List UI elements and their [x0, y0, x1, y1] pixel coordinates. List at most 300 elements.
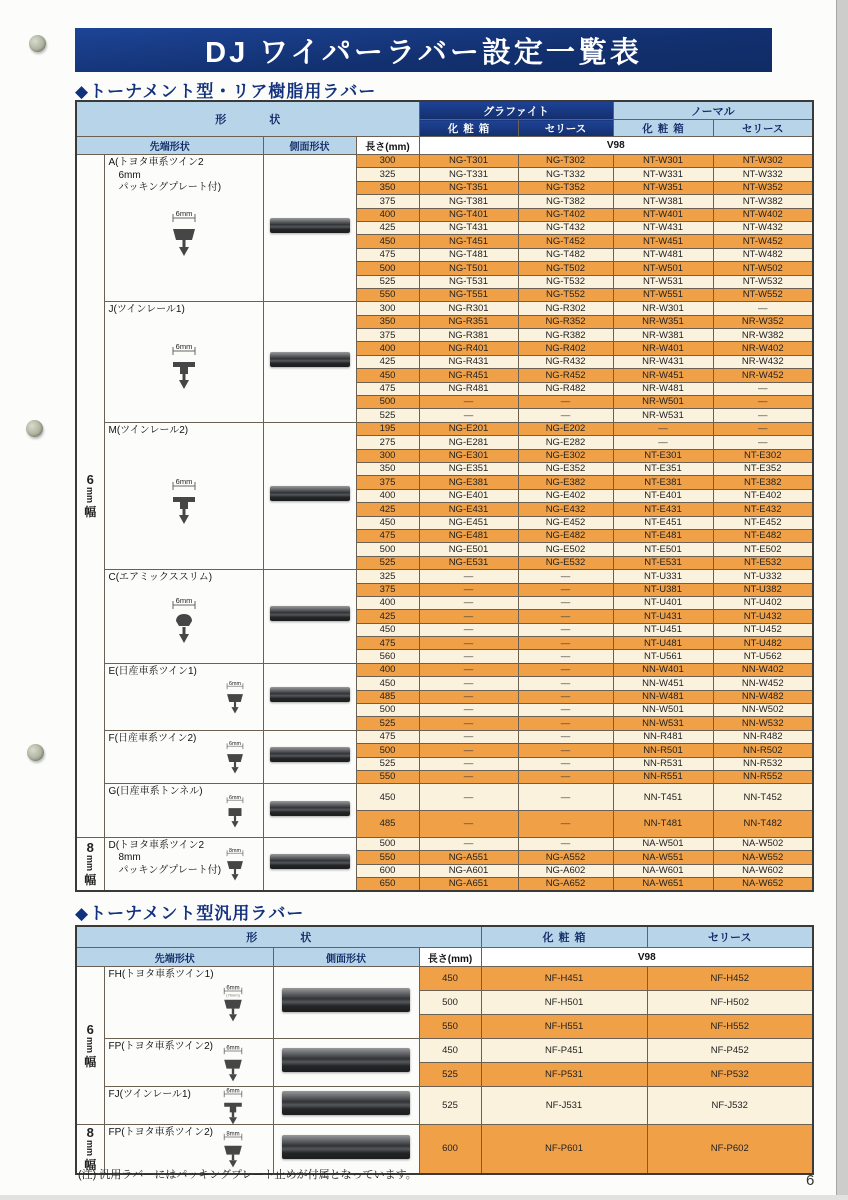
- length-cell: 500: [356, 704, 419, 717]
- table-row: [76, 730, 813, 743]
- dash-cell: —: [518, 757, 613, 770]
- svg-text:6mm: 6mm: [175, 476, 192, 486]
- length-cell: 525: [419, 1063, 481, 1087]
- part-number-cell: NG-T382: [518, 195, 613, 208]
- length-cell: 300: [356, 302, 419, 315]
- part-number-cell: NG-R301: [419, 302, 518, 315]
- part-number-cell: NT-U482: [713, 637, 813, 650]
- svg-text:6mm: 6mm: [175, 596, 192, 606]
- length-cell: 650: [356, 878, 419, 891]
- part-number-cell: NT-W551: [613, 288, 713, 301]
- tip-shape-cell: [104, 422, 263, 569]
- svg-text:6mm: 6mm: [225, 1044, 240, 1051]
- header-normal-series: セリース: [713, 120, 813, 137]
- dash-cell: —: [518, 744, 613, 757]
- svg-text:(76mm): (76mm): [225, 992, 240, 998]
- part-number-cell: NR-W402: [713, 342, 813, 355]
- tip-shape-cell: [104, 1039, 273, 1087]
- part-number-cell: NT-U381: [613, 583, 713, 596]
- part-number-cell: NR-W501: [613, 396, 713, 409]
- length-cell: 475: [356, 637, 419, 650]
- width-label-cell: 8 mm 幅: [76, 1125, 104, 1175]
- part-number-cell: NG-E432: [518, 503, 613, 516]
- side-shape-cell: [273, 1087, 419, 1125]
- part-number-cell: NR-W431: [613, 355, 713, 368]
- binder-hole: [29, 35, 46, 52]
- part-number-cell: NT-W552: [713, 288, 813, 301]
- dash-cell: —: [518, 677, 613, 690]
- dash-cell: —: [518, 690, 613, 703]
- length-cell: 375: [356, 583, 419, 596]
- part-number-cell: NN-R532: [713, 757, 813, 770]
- dash-cell: —: [613, 422, 713, 435]
- part-number-cell: NA-W501: [613, 837, 713, 850]
- header-length: 長さ(mm): [356, 137, 419, 155]
- binder-hole: [26, 420, 43, 437]
- dash-cell: —: [419, 784, 518, 811]
- part-number-cell: NG-T481: [419, 248, 518, 261]
- tip-shape-cell: [104, 730, 263, 784]
- length-cell: 425: [356, 503, 419, 516]
- part-number-cell: NR-W401: [613, 342, 713, 355]
- part-number-cell: NT-E352: [713, 462, 813, 475]
- length-cell: 400: [356, 663, 419, 676]
- side-profile-photo: [270, 854, 350, 869]
- dash-cell: —: [518, 623, 613, 636]
- part-number-cell: NT-W502: [713, 262, 813, 275]
- part-number-cell: NR-W481: [613, 382, 713, 395]
- length-cell: 475: [356, 382, 419, 395]
- part-number-cell: NT-W432: [713, 221, 813, 234]
- part-number-cell: NT-U561: [613, 650, 713, 663]
- part-number-cell: NT-U331: [613, 570, 713, 583]
- dash-cell: —: [613, 436, 713, 449]
- length-cell: 600: [419, 1125, 481, 1175]
- header-tip-shape: 先端形状: [76, 137, 263, 155]
- dash-cell: —: [713, 409, 813, 422]
- part-number-cell: NN-W402: [713, 663, 813, 676]
- tip-shape-cell: [104, 302, 263, 423]
- dash-cell: —: [518, 409, 613, 422]
- part-number-cell: NN-W452: [713, 677, 813, 690]
- part-number-cell: NG-E482: [518, 529, 613, 542]
- part-number-cell: NR-W452: [713, 369, 813, 382]
- binder-hole: [27, 744, 44, 761]
- dash-cell: —: [419, 596, 518, 609]
- part-number-cell: NF-P531: [481, 1063, 647, 1087]
- length-cell: 475: [356, 529, 419, 542]
- length-cell: 450: [356, 235, 419, 248]
- length-cell: 550: [419, 1015, 481, 1039]
- side-shape-cell: [263, 302, 356, 423]
- dash-cell: —: [518, 396, 613, 409]
- tip-shape-icon: [158, 476, 210, 526]
- part-number-cell: NT-W401: [613, 208, 713, 221]
- part-number-cell: NG-T502: [518, 262, 613, 275]
- section-label: F(日産車系ツイン2): [108, 732, 197, 744]
- part-number-cell: NF-H451: [481, 967, 647, 991]
- dash-cell: —: [419, 704, 518, 717]
- header-v98: V98: [419, 137, 813, 155]
- section-label: C(エアミックススリム): [108, 572, 213, 584]
- dash-cell: —: [713, 422, 813, 435]
- tip-shape-cell: [104, 155, 263, 302]
- length-cell: 450: [356, 623, 419, 636]
- length-cell: 350: [356, 181, 419, 194]
- table-row: [76, 1087, 813, 1125]
- part-number-cell: NA-W651: [613, 878, 713, 891]
- part-number-cell: NG-R432: [518, 355, 613, 368]
- rear-resin-rubber-table: [75, 100, 814, 892]
- length-cell: 450: [356, 784, 419, 811]
- part-number-cell: NT-E452: [713, 516, 813, 529]
- part-number-cell: NA-W502: [713, 837, 813, 850]
- part-number-cell: NG-R482: [518, 382, 613, 395]
- part-number-cell: NN-R502: [713, 744, 813, 757]
- part-number-cell: NT-E532: [713, 556, 813, 569]
- table-row: [76, 967, 813, 991]
- length-cell: 525: [356, 556, 419, 569]
- dash-cell: —: [419, 663, 518, 676]
- length-cell: 350: [356, 315, 419, 328]
- length-cell: 450: [356, 677, 419, 690]
- part-number-cell: NT-W351: [613, 181, 713, 194]
- part-number-cell: NN-R531: [613, 757, 713, 770]
- dash-cell: —: [713, 436, 813, 449]
- part-number-cell: NN-T452: [713, 784, 813, 811]
- part-number-cell: NN-R482: [713, 730, 813, 743]
- dash-cell: —: [419, 650, 518, 663]
- part-number-cell: NT-E531: [613, 556, 713, 569]
- dash-cell: —: [419, 570, 518, 583]
- part-number-cell: NG-R401: [419, 342, 518, 355]
- part-number-cell: NT-W381: [613, 195, 713, 208]
- part-number-cell: NG-T331: [419, 168, 518, 181]
- tip-shape-cell: [104, 837, 263, 891]
- part-number-cell: NG-T401: [419, 208, 518, 221]
- part-number-cell: NG-R481: [419, 382, 518, 395]
- part-number-cell: NG-T531: [419, 275, 518, 288]
- section-label: E(日産車系ツイン1): [108, 665, 197, 677]
- tip-shape-cell: [104, 1087, 273, 1125]
- part-number-cell: NG-R351: [419, 315, 518, 328]
- part-number-cell: NG-A652: [518, 878, 613, 891]
- side-profile-photo: [270, 801, 350, 816]
- part-number-cell: NT-W531: [613, 275, 713, 288]
- part-number-cell: NR-W382: [713, 329, 813, 342]
- tip-shape-icon: [158, 341, 210, 391]
- dash-cell: —: [419, 690, 518, 703]
- length-cell: 525: [356, 409, 419, 422]
- length-cell: 525: [356, 275, 419, 288]
- dash-cell: —: [518, 570, 613, 583]
- tip-shape-icon: [212, 1043, 254, 1083]
- tip-shape-icon: [158, 208, 210, 258]
- part-number-cell: NT-E482: [713, 529, 813, 542]
- svg-text:6mm: 6mm: [228, 794, 241, 801]
- side-profile-photo: [270, 606, 350, 621]
- dash-cell: —: [518, 650, 613, 663]
- length-cell: 525: [356, 757, 419, 770]
- header-shape: 形 状: [76, 101, 419, 137]
- part-number-cell: NR-W352: [713, 315, 813, 328]
- length-cell: 425: [356, 610, 419, 623]
- part-number-cell: NG-T451: [419, 235, 518, 248]
- dash-cell: —: [419, 730, 518, 743]
- length-cell: 300: [356, 449, 419, 462]
- part-number-cell: NT-U401: [613, 596, 713, 609]
- part-number-cell: NT-W332: [713, 168, 813, 181]
- part-number-cell: NG-E382: [518, 476, 613, 489]
- part-number-cell: NA-W601: [613, 864, 713, 877]
- header-graphite: グラファイト: [419, 101, 613, 120]
- side-profile-photo: [270, 486, 350, 501]
- part-number-cell: NN-W451: [613, 677, 713, 690]
- section-title-rear-resin-rubber: ◆トーナメント型・リア樹脂用ラバー: [75, 82, 377, 101]
- part-number-cell: NN-R552: [713, 770, 813, 783]
- length-cell: 400: [356, 489, 419, 502]
- part-number-cell: NT-W302: [713, 155, 813, 168]
- svg-text:6mm: 6mm: [175, 342, 192, 352]
- part-number-cell: NA-W602: [713, 864, 813, 877]
- part-number-cell: NF-P601: [481, 1125, 647, 1175]
- side-shape-cell: [263, 155, 356, 302]
- length-cell: 550: [356, 770, 419, 783]
- part-number-cell: NN-W401: [613, 663, 713, 676]
- part-number-cell: NG-T332: [518, 168, 613, 181]
- page-title: DJ ワイパーラバー設定一覧表: [205, 36, 642, 69]
- dash-cell: —: [713, 382, 813, 395]
- part-number-cell: NN-W501: [613, 704, 713, 717]
- tip-shape-icon: [216, 846, 253, 882]
- length-cell: 375: [356, 329, 419, 342]
- part-number-cell: NT-W452: [713, 235, 813, 248]
- part-number-cell: NN-T482: [713, 811, 813, 838]
- dash-cell: —: [518, 610, 613, 623]
- length-cell: 400: [356, 342, 419, 355]
- table-row: [76, 837, 813, 850]
- part-number-cell: NG-E431: [419, 503, 518, 516]
- length-cell: 485: [356, 811, 419, 838]
- part-number-cell: NT-U382: [713, 583, 813, 596]
- part-number-cell: NG-T431: [419, 221, 518, 234]
- part-number-cell: NG-E201: [419, 422, 518, 435]
- header-v98: V98: [481, 948, 813, 967]
- side-shape-cell: [263, 837, 356, 891]
- section-label: M(ツインレール2): [108, 424, 189, 436]
- part-number-cell: NT-E301: [613, 449, 713, 462]
- dash-cell: —: [419, 677, 518, 690]
- part-number-cell: NT-U332: [713, 570, 813, 583]
- length-cell: 475: [356, 248, 419, 261]
- part-number-cell: NG-E281: [419, 436, 518, 449]
- tip-shape-cell: [104, 784, 263, 838]
- width-label-cell: 6 mm 幅: [76, 967, 104, 1125]
- part-number-cell: NG-E401: [419, 489, 518, 502]
- part-number-cell: NN-W502: [713, 704, 813, 717]
- part-number-cell: NF-J531: [481, 1087, 647, 1125]
- part-number-cell: NF-H501: [481, 991, 647, 1015]
- part-number-cell: NG-T351: [419, 181, 518, 194]
- header-series: セリース: [647, 926, 813, 948]
- part-number-cell: NN-W531: [613, 717, 713, 730]
- part-number-cell: NT-E502: [713, 543, 813, 556]
- part-number-cell: NA-W551: [613, 851, 713, 864]
- part-number-cell: NA-W652: [713, 878, 813, 891]
- page-number: 6: [806, 1172, 815, 1189]
- side-shape-cell: [273, 1039, 419, 1087]
- dash-cell: —: [419, 610, 518, 623]
- part-number-cell: NT-U432: [713, 610, 813, 623]
- part-number-cell: NG-E501: [419, 543, 518, 556]
- part-number-cell: NG-E531: [419, 556, 518, 569]
- dash-cell: —: [419, 757, 518, 770]
- tip-shape-icon: [158, 595, 210, 645]
- part-number-cell: NR-W301: [613, 302, 713, 315]
- dash-cell: —: [419, 811, 518, 838]
- side-profile-photo: [282, 1135, 410, 1159]
- side-shape-cell: [263, 663, 356, 730]
- part-number-cell: NG-E351: [419, 462, 518, 475]
- length-cell: 600: [356, 864, 419, 877]
- dash-cell: —: [419, 770, 518, 783]
- dash-cell: —: [713, 302, 813, 315]
- part-number-cell: NT-W301: [613, 155, 713, 168]
- part-number-cell: NG-T532: [518, 275, 613, 288]
- length-cell: 425: [356, 355, 419, 368]
- side-profile-photo: [282, 1091, 410, 1115]
- table-row: [76, 422, 813, 435]
- part-number-cell: NG-R402: [518, 342, 613, 355]
- length-cell: 550: [356, 851, 419, 864]
- dash-cell: —: [518, 704, 613, 717]
- length-cell: 450: [419, 967, 481, 991]
- dash-cell: —: [518, 583, 613, 596]
- side-profile-photo: [270, 352, 350, 367]
- part-number-cell: NG-A552: [518, 851, 613, 864]
- part-number-cell: NT-E302: [713, 449, 813, 462]
- length-cell: 475: [356, 730, 419, 743]
- part-number-cell: NN-T451: [613, 784, 713, 811]
- part-number-cell: NN-R501: [613, 744, 713, 757]
- dash-cell: —: [419, 717, 518, 730]
- part-number-cell: NT-U452: [713, 623, 813, 636]
- header-normal: ノーマル: [613, 101, 813, 120]
- tip-shape-icon: [216, 679, 253, 715]
- length-cell: 450: [356, 516, 419, 529]
- part-number-cell: NT-E501: [613, 543, 713, 556]
- part-number-cell: NN-R481: [613, 730, 713, 743]
- page-edge: [836, 0, 848, 1200]
- part-number-cell: NG-T501: [419, 262, 518, 275]
- dash-cell: —: [518, 811, 613, 838]
- svg-text:6mm: 6mm: [228, 740, 241, 747]
- part-number-cell: NG-T432: [518, 221, 613, 234]
- part-number-cell: NT-U402: [713, 596, 813, 609]
- table-row: [76, 302, 813, 315]
- tip-shape-icon: [216, 793, 253, 829]
- part-number-cell: NG-E302: [518, 449, 613, 462]
- part-number-cell: NG-R451: [419, 369, 518, 382]
- section-label: D(トヨタ車系ツイン2 8mm パッキングプレート付): [108, 839, 222, 876]
- dash-cell: —: [419, 396, 518, 409]
- part-number-cell: NG-T352: [518, 181, 613, 194]
- length-cell: 300: [356, 155, 419, 168]
- section-label: FH(トヨタ車系ツイン1): [108, 969, 214, 980]
- part-number-cell: NG-E402: [518, 489, 613, 502]
- side-profile-photo: [270, 218, 350, 233]
- dash-cell: —: [419, 637, 518, 650]
- header-shape: 形 状: [76, 926, 481, 948]
- part-number-cell: NF-J532: [647, 1087, 813, 1125]
- tip-shape-cell: [104, 663, 263, 730]
- svg-text:6mm: 6mm: [175, 209, 192, 219]
- side-profile-photo: [270, 687, 350, 702]
- side-shape-cell: [263, 784, 356, 838]
- part-number-cell: NT-E451: [613, 516, 713, 529]
- length-cell: 500: [356, 543, 419, 556]
- section-label: FP(トヨタ車系ツイン2): [108, 1127, 213, 1138]
- part-number-cell: NF-P602: [647, 1125, 813, 1175]
- part-number-cell: NG-T301: [419, 155, 518, 168]
- tip-shape-icon: [212, 1129, 254, 1169]
- part-number-cell: NN-W482: [713, 690, 813, 703]
- length-cell: 560: [356, 650, 419, 663]
- table-row: [76, 1039, 813, 1063]
- part-number-cell: NG-E282: [518, 436, 613, 449]
- dash-cell: —: [419, 744, 518, 757]
- side-shape-cell: [273, 967, 419, 1039]
- part-number-cell: NG-R452: [518, 369, 613, 382]
- tip-shape-icon: [212, 1087, 254, 1125]
- part-number-cell: NG-E352: [518, 462, 613, 475]
- header-normal-box: 化粧箱: [613, 120, 713, 137]
- part-number-cell: NG-R431: [419, 355, 518, 368]
- length-cell: 485: [356, 690, 419, 703]
- header-side-shape: 側面形状: [263, 137, 356, 155]
- length-cell: 550: [356, 288, 419, 301]
- table-row: [76, 663, 813, 676]
- length-cell: 500: [356, 837, 419, 850]
- part-number-cell: NR-W451: [613, 369, 713, 382]
- section-label: A(トヨタ車系ツイン2 6mm パッキングプレート付): [108, 157, 222, 193]
- part-number-cell: NF-P532: [647, 1063, 813, 1087]
- part-number-cell: NF-P451: [481, 1039, 647, 1063]
- part-number-cell: NT-E401: [613, 489, 713, 502]
- page-edge: [0, 1195, 848, 1200]
- part-number-cell: NG-R302: [518, 302, 613, 315]
- dash-cell: —: [518, 837, 613, 850]
- side-profile-photo: [282, 988, 410, 1012]
- part-number-cell: NG-T402: [518, 208, 613, 221]
- part-number-cell: NF-P452: [647, 1039, 813, 1063]
- part-number-cell: NT-U562: [713, 650, 813, 663]
- side-shape-cell: [263, 422, 356, 569]
- part-number-cell: NG-A551: [419, 851, 518, 864]
- part-number-cell: NG-A651: [419, 878, 518, 891]
- part-number-cell: NG-T381: [419, 195, 518, 208]
- part-number-cell: NT-W331: [613, 168, 713, 181]
- side-profile-photo: [270, 747, 350, 762]
- table-row: [76, 155, 813, 168]
- dash-cell: —: [419, 623, 518, 636]
- part-number-cell: NT-E481: [613, 529, 713, 542]
- part-number-cell: NT-E431: [613, 503, 713, 516]
- part-number-cell: NG-R352: [518, 315, 613, 328]
- part-number-cell: NT-W532: [713, 275, 813, 288]
- tip-shape-icon: [212, 983, 254, 1023]
- dash-cell: —: [518, 637, 613, 650]
